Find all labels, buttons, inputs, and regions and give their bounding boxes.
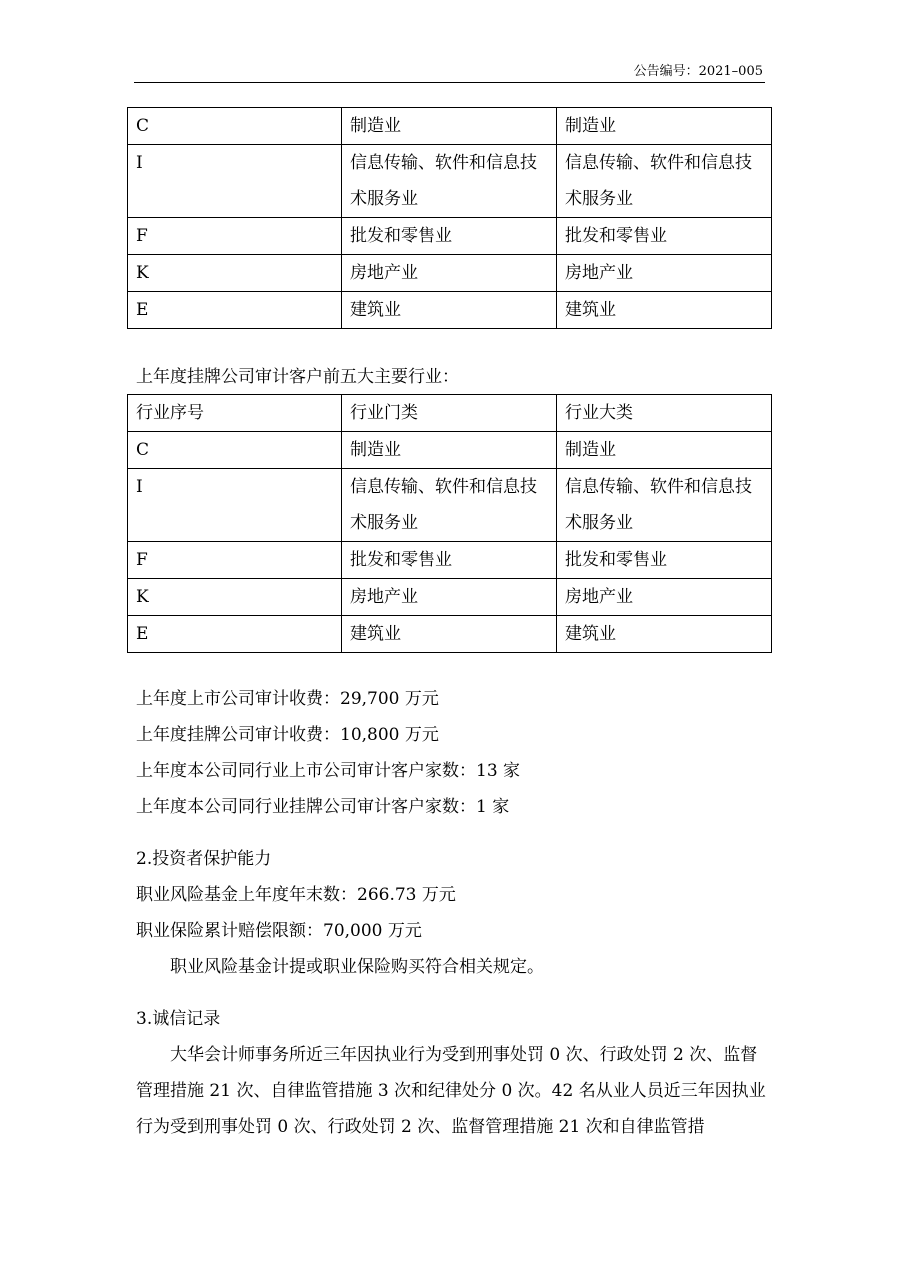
column-header: 行业门类 (342, 395, 557, 432)
table-row (128, 616, 772, 653)
industry-major-class-cell: 信息传输、软件和信息技术服务业 (557, 469, 772, 542)
industry-code-cell: E (128, 616, 342, 653)
same-industry-nonlisted-count: 上年度本公司同行业挂牌公司审计客户家数：1 家 (136, 797, 510, 817)
table-row (128, 108, 772, 145)
header-rule (134, 82, 765, 83)
industry-category-cell: 建筑业 (342, 292, 557, 329)
industry-major-class-cell: 批发和零售业 (557, 218, 772, 255)
table-row (128, 469, 772, 542)
notice-number: 公告编号：2021–005 (633, 64, 763, 79)
table-row (128, 255, 772, 292)
industry-category-cell: 信息传输、软件和信息技术服务业 (342, 469, 557, 542)
industry-category-cell: 批发和零售业 (342, 542, 557, 579)
industry-code-cell: K (128, 579, 342, 616)
industry-code-cell: K (128, 255, 342, 292)
industry-category-cell: 批发和零售业 (342, 218, 557, 255)
industry-major-class-cell: 建筑业 (557, 616, 772, 653)
industry-major-class-cell: 信息传输、软件和信息技术服务业 (557, 145, 772, 218)
compliance-statement: 职业风险基金计提或职业保险购买符合相关规定。 (170, 957, 544, 977)
table-header-row (128, 395, 772, 432)
industry-major-class-cell: 建筑业 (557, 292, 772, 329)
listed-audit-fee: 上年度上市公司审计收费：29,700 万元 (136, 689, 439, 709)
integrity-record-body: 大华会计师事务所近三年因执业行为受到刑事处罚 0 次、行政处罚 2 次、监督管理措施 21 次、自律监管措施 3 次和纪律处分 0 次。42 名从业人员近三年因执业行为受到刑事处罚 0 次、行政处罚 2 次、监督管理措施 21 次和自律监管措 (136, 1045, 766, 1137)
industry-category-cell: 房地产业 (342, 255, 557, 292)
industry-major-class-cell: 制造业 (557, 108, 772, 145)
industry-code-cell: C (128, 432, 342, 469)
industry-table-nonlisted (127, 394, 772, 653)
insurance-limit: 职业保险累计赔偿限额：70,000 万元 (136, 921, 422, 941)
industry-code-cell: F (128, 542, 342, 579)
table-row (128, 145, 772, 218)
nonlisted-audit-fee: 上年度挂牌公司审计收费：10,800 万元 (136, 725, 439, 745)
industry-major-class-cell: 房地产业 (557, 255, 772, 292)
risk-fund-balance: 职业风险基金上年度年末数：266.73 万元 (136, 885, 456, 905)
table-row (128, 218, 772, 255)
industry-code-cell: I (128, 469, 342, 542)
industry-category-cell: 信息传输、软件和信息技术服务业 (342, 145, 557, 218)
table-row (128, 542, 772, 579)
column-header: 行业序号 (128, 395, 342, 432)
industry-category-cell: 制造业 (342, 432, 557, 469)
column-header: 行业大类 (557, 395, 772, 432)
industry-code-cell: C (128, 108, 342, 145)
industry-code-cell: I (128, 145, 342, 218)
industry-code-cell: E (128, 292, 342, 329)
table-row (128, 292, 772, 329)
industry-major-class-cell: 批发和零售业 (557, 542, 772, 579)
industry-table-listed (127, 107, 772, 329)
table-row (128, 579, 772, 616)
industry-category-cell: 建筑业 (342, 616, 557, 653)
investor-protection-heading: 2.投资者保护能力 (136, 849, 272, 869)
industry-category-cell: 房地产业 (342, 579, 557, 616)
table-row (128, 432, 772, 469)
industry-major-class-cell: 房地产业 (557, 579, 772, 616)
same-industry-listed-count: 上年度本公司同行业上市公司审计客户家数：13 家 (136, 761, 521, 781)
listed-clients-section-title: 上年度挂牌公司审计客户前五大主要行业： (136, 367, 459, 387)
industry-major-class-cell: 制造业 (557, 432, 772, 469)
industry-category-cell: 制造业 (342, 108, 557, 145)
integrity-record-heading: 3.诚信记录 (136, 1009, 221, 1029)
industry-code-cell: F (128, 218, 342, 255)
